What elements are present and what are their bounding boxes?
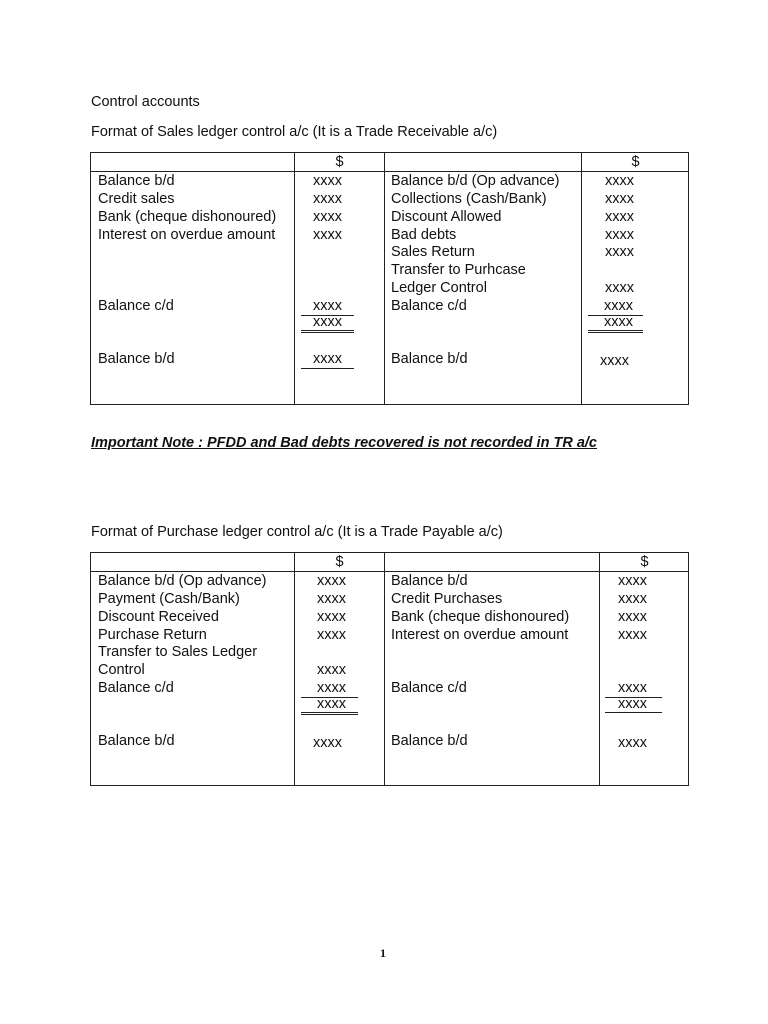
credit-label: Bank (cheque dishonoured) — [391, 609, 570, 625]
credit-label: Balance c/d — [391, 298, 467, 314]
credit-label: Credit Purchases — [391, 591, 503, 607]
purchase-ledger-title: Format of Purchase ledger control a/c (It is a Trade Payable a/c) — [91, 524, 503, 540]
debit-label: Transfer to Sales Ledger — [98, 644, 258, 660]
credit-label: Balance b/d — [391, 733, 468, 749]
credit-amount: xxxx — [618, 735, 647, 751]
credit-amount: xxxx — [618, 591, 647, 607]
credit-label: Balance b/d — [391, 573, 468, 589]
credit-total: xxxx — [605, 697, 662, 713]
credit-amount: xxxx — [618, 609, 647, 625]
debit-amount: xxxx — [301, 679, 358, 698]
debit-label: Balance c/d — [98, 298, 174, 314]
credit-amount: xxxx — [618, 573, 647, 589]
debit-label: Balance b/d — [98, 733, 175, 749]
column-divider — [581, 153, 582, 404]
header-divider — [91, 171, 688, 172]
debit-label: Control — [98, 662, 145, 678]
credit-label: Collections (Cash/Bank) — [391, 191, 547, 207]
credit-amount: xxxx — [605, 227, 634, 243]
debit-label: Bank (cheque dishonoured) — [98, 209, 277, 225]
page-number: 1 — [380, 946, 386, 960]
debit-amount: xxxx — [313, 735, 342, 751]
purchase-ledger-table — [90, 552, 689, 786]
debit-label: Interest on overdue amount — [98, 227, 276, 243]
debit-currency-header: $ — [335, 554, 344, 570]
debit-total: xxxx — [301, 697, 358, 715]
credit-label: Sales Return — [391, 244, 475, 260]
credit-amount: xxxx — [605, 280, 634, 296]
debit-amount: xxxx — [317, 573, 346, 589]
credit-total: xxxx — [588, 315, 643, 333]
column-divider — [384, 553, 385, 785]
credit-amount: xxxx — [605, 209, 634, 225]
credit-label: Interest on overdue amount — [391, 627, 569, 643]
credit-amount: xxxx — [605, 191, 634, 207]
credit-label: Balance c/d — [391, 680, 467, 696]
debit-currency-header: $ — [335, 154, 344, 170]
credit-label: Balance b/d (Op advance) — [391, 173, 560, 189]
credit-amount: xxxx — [605, 244, 634, 260]
credit-currency-header: $ — [631, 154, 640, 170]
debit-amount: xxxx — [317, 662, 346, 678]
credit-label: Balance b/d — [391, 351, 468, 367]
debit-label: Balance c/d — [98, 680, 174, 696]
credit-amount: xxxx — [618, 627, 647, 643]
column-divider — [294, 153, 295, 404]
debit-amount: xxxx — [317, 591, 346, 607]
debit-amount: xxxx — [317, 627, 346, 643]
debit-label: Purchase Return — [98, 627, 207, 643]
sales-ledger-table — [90, 152, 689, 405]
credit-currency-header: $ — [640, 554, 649, 570]
debit-label: Payment (Cash/Bank) — [98, 591, 240, 607]
debit-label: Discount Received — [98, 609, 219, 625]
debit-total: xxxx — [301, 315, 354, 333]
credit-amount: xxxx — [605, 679, 662, 698]
debit-label: Balance b/d (Op advance) — [98, 573, 267, 589]
debit-amount: xxxx — [301, 350, 354, 369]
page-heading: Control accounts — [91, 94, 200, 110]
debit-label: Balance b/d — [98, 173, 175, 189]
sales-ledger-title: Format of Sales ledger control a/c (It is a Trade Receivable a/c) — [91, 124, 498, 140]
debit-amount: xxxx — [313, 209, 342, 225]
credit-label: Ledger Control — [391, 280, 487, 296]
credit-label: Discount Allowed — [391, 209, 502, 225]
debit-label: Balance b/d — [98, 351, 175, 367]
column-divider — [384, 153, 385, 404]
important-note: Important Note : PFDD and Bad debts recovered is not recorded in TR a/c — [91, 435, 597, 451]
credit-label: Bad debts — [391, 227, 457, 243]
credit-label: Transfer to Purhcase — [391, 262, 526, 278]
credit-amount: xxxx — [588, 297, 643, 316]
debit-amount: xxxx — [313, 173, 342, 189]
credit-amount: xxxx — [605, 173, 634, 189]
debit-amount: xxxx — [313, 191, 342, 207]
debit-amount: xxxx — [313, 227, 342, 243]
debit-label: Credit sales — [98, 191, 175, 207]
column-divider — [294, 553, 295, 785]
debit-amount: xxxx — [317, 609, 346, 625]
column-divider — [599, 553, 600, 785]
credit-amount: xxxx — [600, 353, 629, 369]
debit-amount: xxxx — [301, 297, 354, 316]
